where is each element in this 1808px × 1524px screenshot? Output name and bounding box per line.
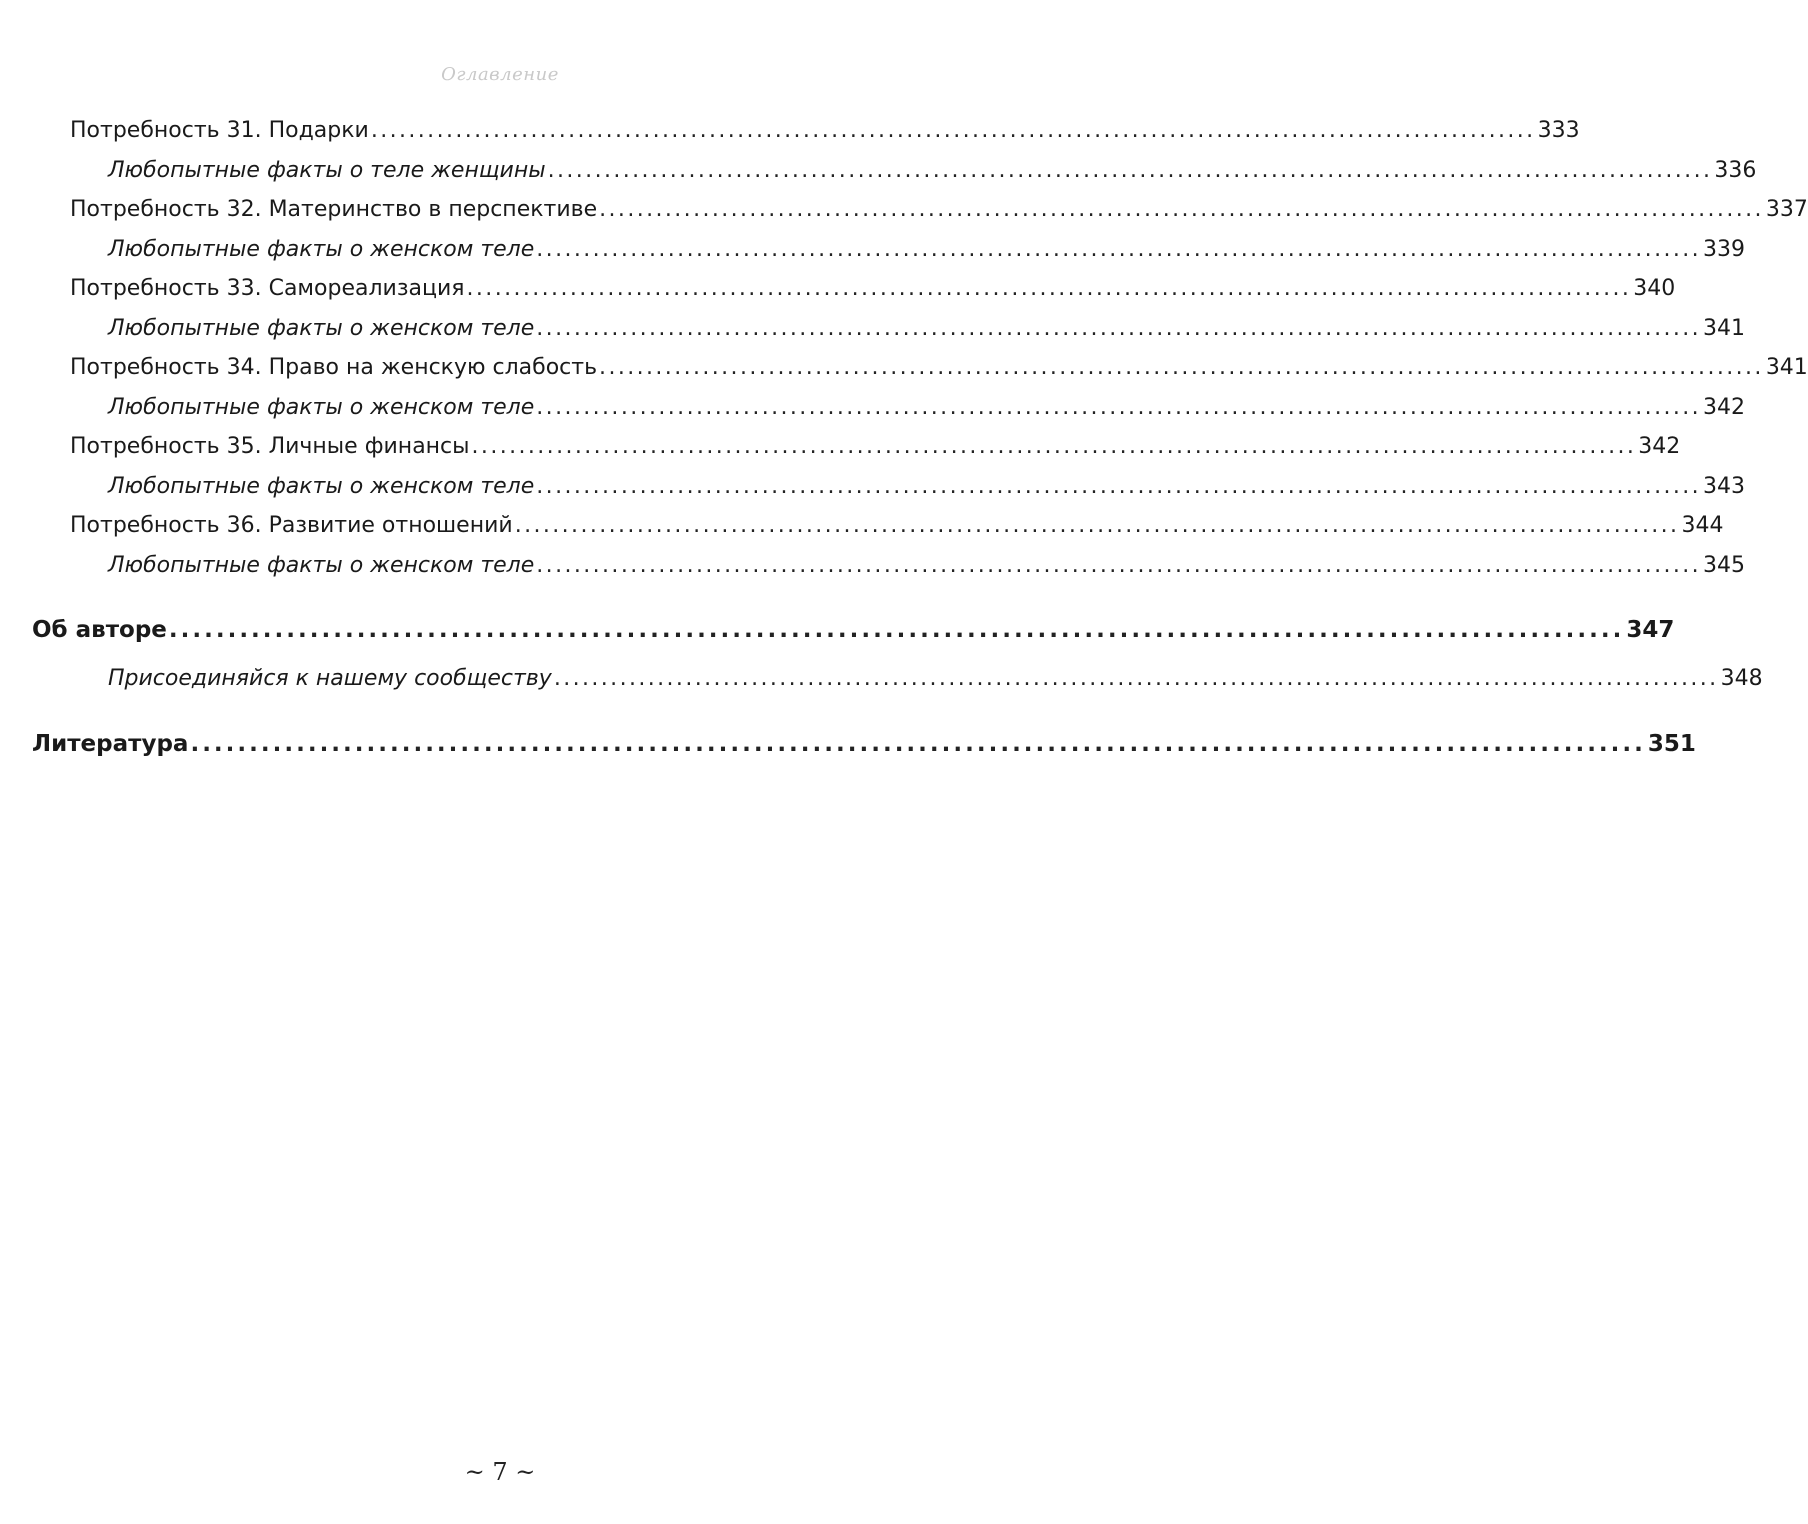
toc-entry-page: 348 — [1720, 666, 1763, 691]
dot-leader: ............................................................................................................................ — [190, 731, 1646, 757]
toc-entry-page: 347 — [1626, 617, 1675, 643]
toc-entry-page: 341 — [1703, 316, 1746, 341]
toc-entry-title: Любопытные факты о женском теле — [108, 316, 535, 341]
toc-entry-title: Любопытные факты о женском теле — [108, 553, 535, 578]
toc-entry-title: Присоединяйся к нашему сообществу — [108, 666, 552, 691]
toc-subentry[interactable] — [108, 156, 1757, 186]
dot-leader: ............................................................................................................................ — [553, 666, 1719, 691]
dot-leader: ............................................................................................................................ — [168, 617, 1625, 643]
toc-entry[interactable] — [70, 116, 1580, 146]
dot-leader: ............................................................................................................................ — [536, 395, 1702, 420]
toc-section[interactable] — [32, 615, 1675, 645]
toc-entry-page: 337 — [1765, 197, 1808, 222]
toc-entry[interactable] — [70, 432, 1681, 462]
dot-leader: ............................................................................................................................ — [547, 158, 1713, 183]
toc-entry-title: Потребность 33. Самореализация — [70, 276, 465, 301]
page-number: ~ 7 ~ — [464, 1458, 536, 1486]
toc-entry-page: 339 — [1703, 237, 1746, 262]
toc-entry-page: 351 — [1647, 731, 1696, 757]
dot-leader: ............................................................................................................................ — [536, 237, 1702, 262]
toc-entry-title: Потребность 31. Подарки — [70, 118, 369, 143]
toc-entry[interactable] — [70, 195, 1808, 225]
dot-leader: ............................................................................................................................ — [599, 197, 1764, 222]
toc-entry[interactable] — [70, 511, 1724, 541]
toc-entry-title: Потребность 32. Материнство в перспективе — [70, 197, 598, 222]
toc-entry-title: Любопытные факты о женском теле — [108, 474, 535, 499]
toc-entry[interactable] — [70, 274, 1676, 304]
dot-leader: ............................................................................................................................ — [370, 118, 1536, 143]
toc-subentry[interactable] — [108, 235, 1746, 265]
toc-section[interactable] — [32, 729, 1696, 759]
toc-entry-title: Любопытные факты о женском теле — [108, 395, 535, 420]
toc-entry-page: 340 — [1633, 276, 1676, 301]
toc-entry-title: Потребность 36. Развитие отношений — [70, 513, 513, 538]
toc-entry-title: Любопытные факты о женском теле — [108, 237, 535, 262]
toc-entry-page: 342 — [1703, 395, 1746, 420]
toc-entry-page: 341 — [1765, 355, 1808, 380]
dot-leader: ............................................................................................................................ — [599, 355, 1764, 380]
dot-leader: ............................................................................................................................ — [466, 276, 1632, 301]
toc-entry-title: Потребность 35. Личные финансы — [70, 434, 470, 459]
dot-leader: ............................................................................................................................ — [471, 434, 1637, 459]
running-head: Оглавление — [441, 64, 559, 85]
toc-entry[interactable] — [70, 353, 1808, 383]
toc-subentry[interactable] — [108, 393, 1746, 423]
toc-entry-page: 343 — [1703, 474, 1746, 499]
toc-entry-title: Об авторе — [32, 617, 167, 643]
toc-entry-page: 333 — [1537, 118, 1580, 143]
toc-entry-page: 345 — [1703, 553, 1746, 578]
toc-subentry[interactable] — [108, 314, 1746, 344]
toc-entry-title: Потребность 34. Право на женскую слабость — [70, 355, 598, 380]
dot-leader: ............................................................................................................................ — [536, 316, 1702, 341]
toc-entry-page: 342 — [1638, 434, 1681, 459]
toc-subentry[interactable] — [108, 664, 1763, 694]
toc-entry-title: Литература — [32, 731, 189, 757]
dot-leader: ............................................................................................................................ — [536, 553, 1702, 578]
toc-subentry[interactable] — [108, 551, 1746, 581]
toc-entry-title: Любопытные факты о теле женщины — [108, 158, 546, 183]
toc-entry-page: 336 — [1714, 158, 1757, 183]
toc-entry-page: 344 — [1681, 513, 1724, 538]
dot-leader: ............................................................................................................................ — [514, 513, 1680, 538]
dot-leader: ............................................................................................................................ — [536, 474, 1702, 499]
toc-subentry[interactable] — [108, 472, 1746, 502]
